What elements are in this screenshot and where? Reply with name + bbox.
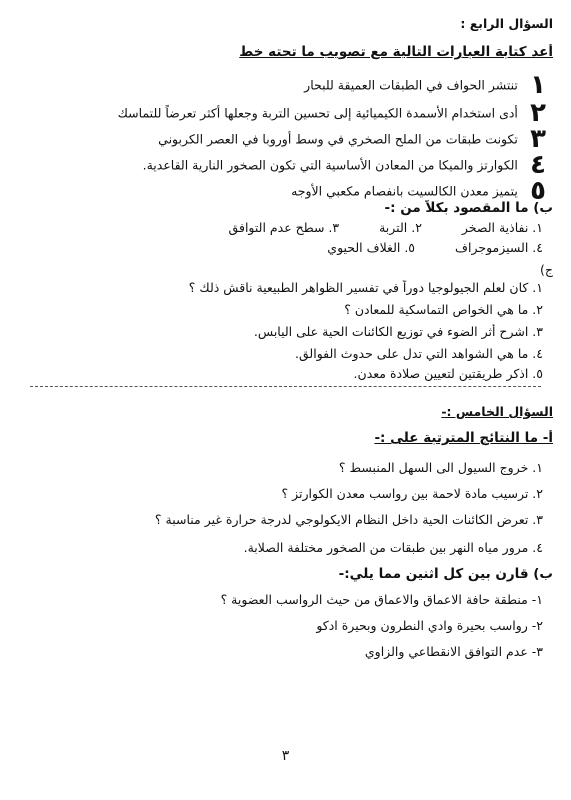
q5-b-item: ٣- عدم التوافق الانقطاعي والزاوي (364, 644, 543, 659)
q5-a-item: ٤. مرور مياه النهر بين طبقات من الصخور مختلفة الصلابة. (243, 540, 543, 555)
q4-c-title: ج) (540, 262, 553, 277)
q4-item-number: ٣ (530, 124, 546, 154)
q4-b-term: ٣. سطح عدم التوافق (228, 220, 340, 235)
q4-b-title: ب) ما المقصود بكلاً من :- (384, 200, 553, 216)
q5-b-item: ١- منطقة حافة الاعماق والاعماق من حيث الرواسب العضوية ؟ (220, 592, 543, 607)
q4-c-item: ٥. اذكر طريقتين لتعيين صلادة معدن. (353, 366, 543, 381)
q4-item-1 (18, 70, 553, 100)
q4-b-term: ٤. السيزموجراف (455, 240, 543, 255)
page-number: ٣ (281, 748, 290, 764)
q4-b-term: ١. نفاذية الصخر (461, 220, 543, 235)
q5-b-title: ب) قارن بين كل اثنين مما يلي:- (338, 566, 553, 582)
q4-item-number: ٢ (530, 98, 546, 128)
q4-item-text: أدى استخدام الأسمدة الكيميائية إلى تحسين التربة وجعلها أكثر تعرضاً للتماسك (117, 105, 518, 121)
q4-b-term: ٥. الغلاف الحيوي (327, 240, 416, 255)
q4-b-term: ٢. التربة (379, 220, 422, 235)
q4-item-number: ١ (530, 70, 546, 100)
q4-c-item: ٢. ما هي الخواص التماسكية للمعادن ؟ (344, 302, 543, 317)
q4-b-row1 (18, 220, 543, 235)
q4-instruction: أعد كتابة العبارات التالية مع تصويب ما تحته خط (239, 44, 553, 60)
q5-a-item: ٣. تعرض الكائنات الحية داخل النظام الايكولوجي لدرجة حرارة غير مناسبة ؟ (154, 512, 543, 527)
q5-title: السؤال الخامس :- (441, 404, 553, 419)
q4-title: السؤال الرابع : (460, 16, 553, 31)
q4-c-item: ١. كان لعلم الجيولوجيا دوراً في تفسير الظواهر الطبيعية ناقش ذلك ؟ (188, 280, 543, 295)
q4-item-number: ٤ (530, 150, 546, 180)
q4-item-text: يتميز معدن الكالسيت بانفصام مكعبي الأوجه (291, 183, 518, 199)
q4-b-row2 (18, 240, 543, 255)
q5-a-item: ٢. ترسيب مادة لاحمة بين رواسب معدن الكوارتز ؟ (281, 486, 543, 501)
q5-a-title: أ- ما النتائج المترتبة على :- (374, 430, 553, 446)
section-divider (30, 386, 541, 387)
q4-item-text: تنتشر الحواف في الطبقات العميقة للبحار (304, 77, 518, 93)
q4-item-number: ٥ (530, 176, 546, 206)
q5-a-item: ١. خروج السيول الى السهل المنبسط ؟ (338, 460, 543, 475)
q4-item-text: تكونت طبقات من الملح الصخري في وسط أوروبا في العصر الكربوني (158, 131, 518, 147)
q5-b-item: ٢- رواسب بحيرة وادي النطرون وبحيرة ادكو (316, 618, 543, 633)
q4-c-item: ٤. ما هي الشواهد التي تدل على حدوث الفوالق. (295, 346, 543, 361)
q4-c-item: ٣. اشرح أثر الضوء في توزيع الكائنات الحية على اليابس. (253, 324, 543, 339)
q4-item-text: الكوارتز والميكا من المعادن الأساسية التي تكون الصخور النارية القاعدية. (142, 157, 518, 173)
